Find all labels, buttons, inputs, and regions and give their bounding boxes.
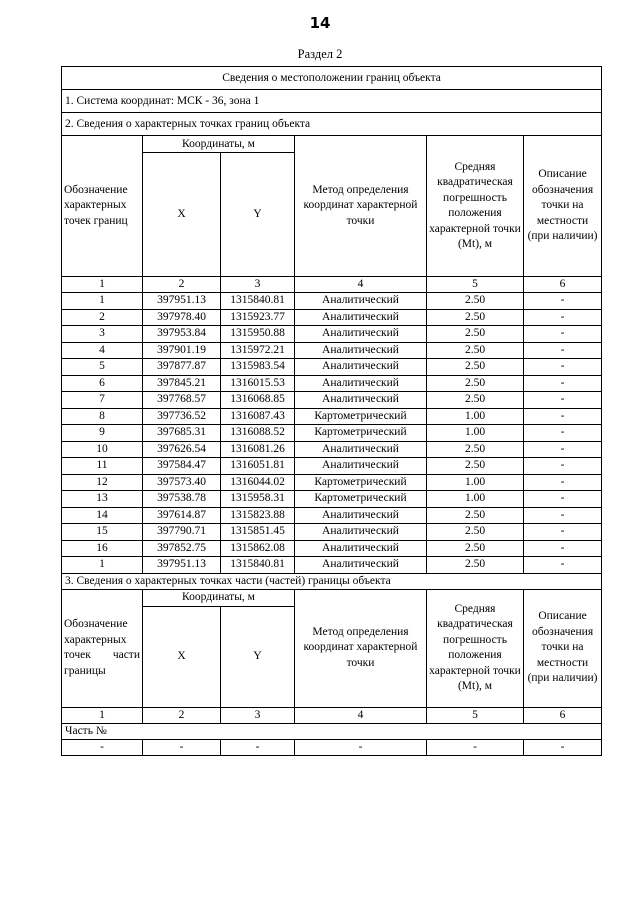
cell-method: Аналитический bbox=[295, 557, 427, 574]
cell-method: Аналитический bbox=[295, 507, 427, 524]
cell-coord-y: 1316081.26 bbox=[221, 441, 295, 458]
col-coords-header: Координаты, м bbox=[143, 136, 295, 153]
cell-description: - bbox=[524, 474, 602, 491]
cell-coord-x: 397951.13 bbox=[143, 557, 221, 574]
cell-coord-y: 1315862.08 bbox=[221, 540, 295, 557]
cell-point-number: 10 bbox=[62, 441, 143, 458]
col-y-header: Y bbox=[221, 153, 295, 277]
cell-coord-y: 1315958.31 bbox=[221, 491, 295, 508]
cell-description: - bbox=[524, 425, 602, 442]
table-row bbox=[62, 441, 602, 458]
table-row bbox=[62, 425, 602, 442]
cell: - bbox=[524, 739, 602, 756]
cell-coord-y: 1315923.77 bbox=[221, 309, 295, 326]
cell-point-number: 8 bbox=[62, 408, 143, 425]
cell-error: 1.00 bbox=[427, 474, 524, 491]
column-index: 6 bbox=[524, 277, 602, 293]
part-label: Часть № bbox=[62, 723, 602, 739]
cell-error: 2.50 bbox=[427, 540, 524, 557]
section3-heading: 3. Сведения о характерных точках части (частей) границы объекта bbox=[62, 573, 602, 589]
cell-coord-x: 397626.54 bbox=[143, 441, 221, 458]
cell-coord-x: 397877.87 bbox=[143, 359, 221, 376]
column-index-row-part bbox=[62, 707, 602, 723]
cell: - bbox=[62, 739, 143, 756]
column-index: 2 bbox=[143, 277, 221, 293]
table-row bbox=[62, 392, 602, 409]
column-index: 4 bbox=[295, 277, 427, 293]
column-index: 1 bbox=[62, 707, 143, 723]
col-desc-header: Описание обозначения точки на местности (при наличии) bbox=[524, 136, 602, 277]
cell-point-number: 9 bbox=[62, 425, 143, 442]
cell-coord-x: 397614.87 bbox=[143, 507, 221, 524]
cell-point-number: 13 bbox=[62, 491, 143, 508]
cell-method: Аналитический bbox=[295, 293, 427, 310]
cell-coord-y: 1315840.81 bbox=[221, 293, 295, 310]
col-designation-header-part: Обозначение характерных точек части границы bbox=[62, 589, 143, 707]
cell-description: - bbox=[524, 326, 602, 343]
cell-error: 2.50 bbox=[427, 359, 524, 376]
col-designation-header: Обозначение характерных точек границ bbox=[62, 136, 143, 277]
cell-point-number: 11 bbox=[62, 458, 143, 475]
cell-coord-x: 397978.40 bbox=[143, 309, 221, 326]
cell-point-number: 5 bbox=[62, 359, 143, 376]
cell-method: Картометрический bbox=[295, 491, 427, 508]
table-row bbox=[62, 293, 602, 310]
cell-coord-x: 397538.78 bbox=[143, 491, 221, 508]
cell-description: - bbox=[524, 342, 602, 359]
table-row bbox=[62, 342, 602, 359]
cell-error: 2.50 bbox=[427, 557, 524, 574]
cell-method: Картометрический bbox=[295, 474, 427, 491]
cell-point-number: 14 bbox=[62, 507, 143, 524]
cell-description: - bbox=[524, 359, 602, 376]
cell-method: Аналитический bbox=[295, 326, 427, 343]
cell: - bbox=[221, 739, 295, 756]
column-index: 3 bbox=[221, 277, 295, 293]
table-row bbox=[62, 507, 602, 524]
cell-coord-x: 397901.19 bbox=[143, 342, 221, 359]
table-title: Сведения о местоположении границ объекта bbox=[62, 67, 602, 90]
cell-coord-x: 397685.31 bbox=[143, 425, 221, 442]
col-desc-header-part: Описание обозначения точки на местности (при наличии) bbox=[524, 589, 602, 707]
cell-description: - bbox=[524, 458, 602, 475]
cell-point-number: 4 bbox=[62, 342, 143, 359]
cell-method: Аналитический bbox=[295, 392, 427, 409]
cell-method: Картометрический bbox=[295, 408, 427, 425]
coord-system: 1. Система координат: МСК - 36, зона 1 bbox=[62, 90, 602, 113]
cell-coord-y: 1315823.88 bbox=[221, 507, 295, 524]
cell-coord-y: 1316088.52 bbox=[221, 425, 295, 442]
cell-error: 2.50 bbox=[427, 375, 524, 392]
cell-point-number: 1 bbox=[62, 557, 143, 574]
col-x-header-part: X bbox=[143, 606, 221, 707]
col-method-header: Метод определения координат характерной точки bbox=[295, 136, 427, 277]
section2-heading: 2. Сведения о характерных точках границ объекта bbox=[62, 113, 602, 136]
column-index-row bbox=[62, 277, 602, 293]
table-row bbox=[62, 557, 602, 574]
cell-error: 2.50 bbox=[427, 392, 524, 409]
cell-coord-y: 1316087.43 bbox=[221, 408, 295, 425]
column-index: 4 bbox=[295, 707, 427, 723]
cell-description: - bbox=[524, 293, 602, 310]
cell-description: - bbox=[524, 540, 602, 557]
column-index: 2 bbox=[143, 707, 221, 723]
cell-error: 2.50 bbox=[427, 441, 524, 458]
col-method-header-part: Метод определения координат характерной точки bbox=[295, 589, 427, 707]
cell-error: 2.50 bbox=[427, 458, 524, 475]
cell-point-number: 2 bbox=[62, 309, 143, 326]
table-row bbox=[62, 474, 602, 491]
column-index: 5 bbox=[427, 277, 524, 293]
cell-point-number: 3 bbox=[62, 326, 143, 343]
cell-error: 2.50 bbox=[427, 507, 524, 524]
cell-coord-x: 397584.47 bbox=[143, 458, 221, 475]
boundaries-table bbox=[61, 66, 602, 756]
cell-error: 2.50 bbox=[427, 309, 524, 326]
cell-point-number: 1 bbox=[62, 293, 143, 310]
cell-error: 2.50 bbox=[427, 342, 524, 359]
column-index: 6 bbox=[524, 707, 602, 723]
cell-method: Аналитический bbox=[295, 309, 427, 326]
page-number: 14 bbox=[309, 14, 331, 32]
column-index: 5 bbox=[427, 707, 524, 723]
cell-method: Аналитический bbox=[295, 342, 427, 359]
cell-method: Картометрический bbox=[295, 425, 427, 442]
column-index: 1 bbox=[62, 277, 143, 293]
cell-coord-x: 397951.13 bbox=[143, 293, 221, 310]
cell-description: - bbox=[524, 408, 602, 425]
cell-coord-y: 1315950.88 bbox=[221, 326, 295, 343]
table-row bbox=[62, 739, 602, 756]
cell-method: Аналитический bbox=[295, 540, 427, 557]
table-row bbox=[62, 375, 602, 392]
cell: - bbox=[143, 739, 221, 756]
cell-error: 2.50 bbox=[427, 326, 524, 343]
table-row bbox=[62, 540, 602, 557]
cell-coord-y: 1315840.81 bbox=[221, 557, 295, 574]
col-error-header: Средняя квадратическая погрешность положения характерной точки (Mt), м bbox=[427, 136, 524, 277]
cell-coord-y: 1316051.81 bbox=[221, 458, 295, 475]
cell-description: - bbox=[524, 309, 602, 326]
cell-coord-y: 1315983.54 bbox=[221, 359, 295, 376]
cell-coord-x: 397736.52 bbox=[143, 408, 221, 425]
cell-method: Аналитический bbox=[295, 359, 427, 376]
cell: - bbox=[295, 739, 427, 756]
cell: - bbox=[427, 739, 524, 756]
table-row bbox=[62, 309, 602, 326]
cell-error: 1.00 bbox=[427, 408, 524, 425]
cell-method: Аналитический bbox=[295, 458, 427, 475]
cell-description: - bbox=[524, 491, 602, 508]
cell-description: - bbox=[524, 441, 602, 458]
cell-method: Аналитический bbox=[295, 524, 427, 541]
table-row bbox=[62, 491, 602, 508]
cell-coord-y: 1315851.45 bbox=[221, 524, 295, 541]
cell-description: - bbox=[524, 557, 602, 574]
section-label: Раздел 2 bbox=[297, 47, 343, 61]
cell-coord-y: 1316015.53 bbox=[221, 375, 295, 392]
cell-coord-x: 397768.57 bbox=[143, 392, 221, 409]
cell-error: 1.00 bbox=[427, 491, 524, 508]
cell-description: - bbox=[524, 375, 602, 392]
cell-error: 2.50 bbox=[427, 524, 524, 541]
cell-point-number: 16 bbox=[62, 540, 143, 557]
table-row bbox=[62, 326, 602, 343]
col-error-header-part: Средняя квадратическая погрешность положения характерной точки (Mt), м bbox=[427, 589, 524, 707]
cell-coord-y: 1315972.21 bbox=[221, 342, 295, 359]
cell-coord-x: 397845.21 bbox=[143, 375, 221, 392]
cell-method: Аналитический bbox=[295, 441, 427, 458]
table-row bbox=[62, 408, 602, 425]
cell-point-number: 7 bbox=[62, 392, 143, 409]
cell-coord-x: 397573.40 bbox=[143, 474, 221, 491]
col-y-header-part: Y bbox=[221, 606, 295, 707]
cell-point-number: 15 bbox=[62, 524, 143, 541]
table-row bbox=[62, 524, 602, 541]
cell-method: Аналитический bbox=[295, 375, 427, 392]
cell-coord-x: 397790.71 bbox=[143, 524, 221, 541]
cell-coord-x: 397852.75 bbox=[143, 540, 221, 557]
cell-error: 1.00 bbox=[427, 425, 524, 442]
cell-description: - bbox=[524, 524, 602, 541]
cell-point-number: 12 bbox=[62, 474, 143, 491]
table-row bbox=[62, 359, 602, 376]
col-coords-header-part: Координаты, м bbox=[143, 589, 295, 606]
cell-coord-y: 1316044.02 bbox=[221, 474, 295, 491]
column-index: 3 bbox=[221, 707, 295, 723]
cell-coord-y: 1316068.85 bbox=[221, 392, 295, 409]
cell-point-number: 6 bbox=[62, 375, 143, 392]
col-x-header: X bbox=[143, 153, 221, 277]
cell-error: 2.50 bbox=[427, 293, 524, 310]
cell-coord-x: 397953.84 bbox=[143, 326, 221, 343]
cell-description: - bbox=[524, 507, 602, 524]
table-row bbox=[62, 458, 602, 475]
cell-description: - bbox=[524, 392, 602, 409]
